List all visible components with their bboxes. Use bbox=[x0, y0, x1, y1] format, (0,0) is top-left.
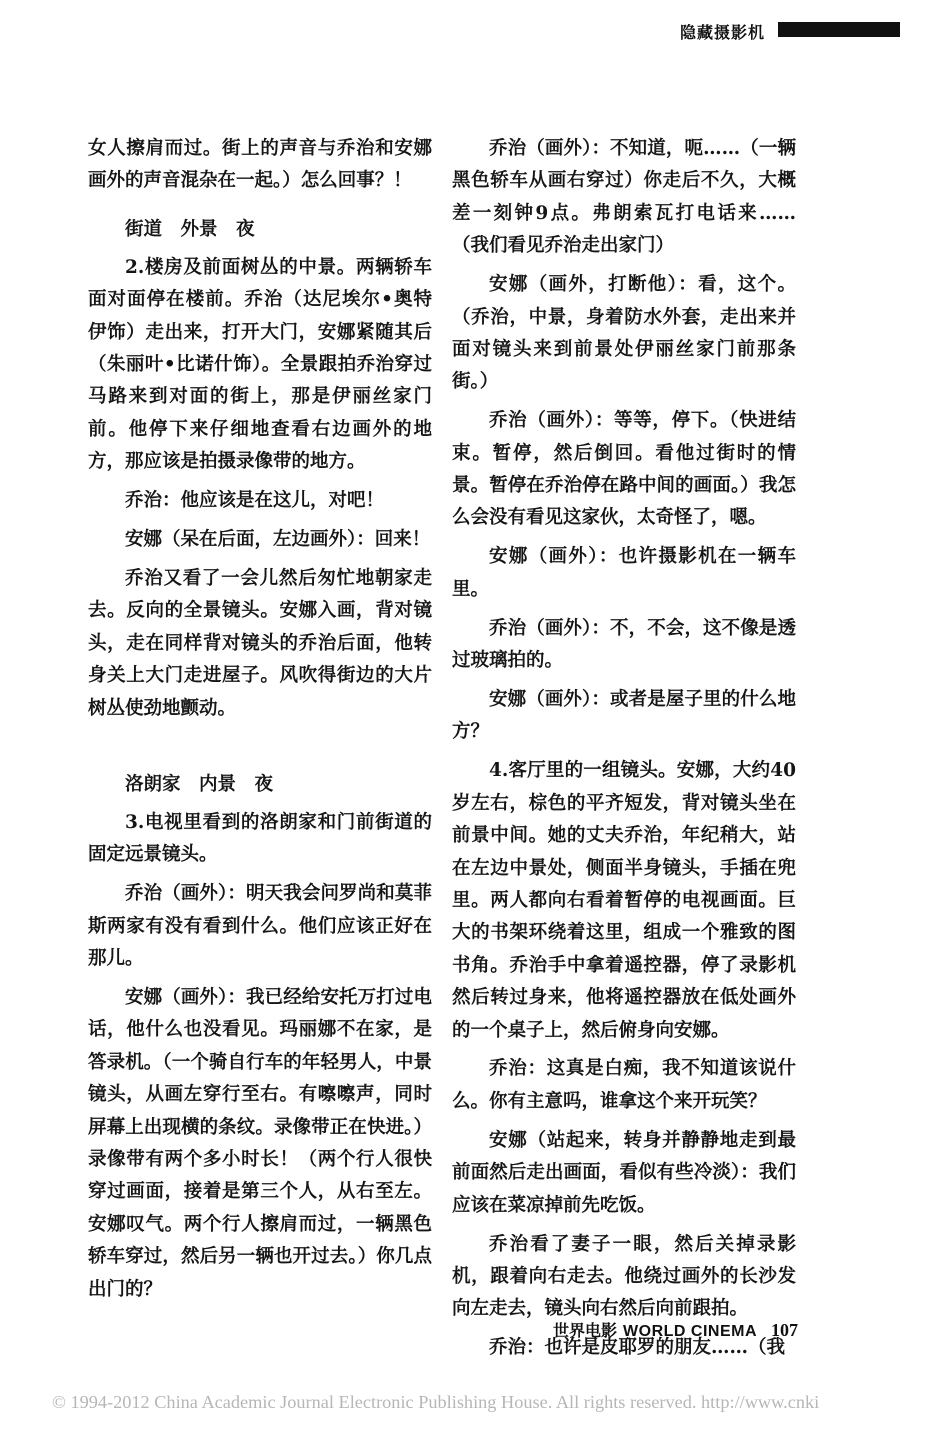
paragraph: 乔治又看了一会儿然后匆忙地朝家走去。反向的全景镜头。安娜入画，背对镜头，走在同样背对镜头的乔治后面，他转身关上大门走进屋子。风吹得街边的大片树丛使劲地颤动。 bbox=[88, 567, 432, 719]
paragraph: 安娜（站起来，转身并静静地走到最前面然后走出画面，看似有些冷淡）：我们应该在菜凉掉前先吃饭。 bbox=[452, 1129, 796, 1216]
paragraph: 安娜（画外）：我已经给安托万打过电话，他什么也没看见。玛丽娜不在家，是答录机。（一个骑自行车的年轻男人，中景镜头，从画左穿行至右。有嚓嚓声，同时屏幕上出现横的条纹。录像带正在快进。）录像带有两个多小时长！（两个行人很快穿过画面，接着是第三个人，从右至左。安娜叹气。两个行人擦肩而过，一辆黑色轿车穿过，然后另一辆也开过去。）你几点出门的？ bbox=[88, 987, 432, 1300]
paragraph: 乔治看了妻子一眼，然后关掉录影机，跟着向右走去。他绕过画外的长沙发向左走去，镜头向右然后向前跟拍。 bbox=[452, 1233, 796, 1320]
paragraph: 乔治（画外）：不，不会，这不像是透过玻璃拍的。 bbox=[452, 617, 796, 672]
page-number: 107 bbox=[771, 1320, 798, 1340]
paragraph: 乔治：他应该是在这儿，对吧！ bbox=[125, 490, 385, 512]
paragraph: 乔治（画外）：明天我会问罗尚和莫菲斯两家有没有看到什么。他们应该正好在那儿。 bbox=[88, 883, 432, 970]
paragraph: 乔治：这真是白痴，我不知道该说什么。你有主意吗，谁拿这个来开玩笑？ bbox=[452, 1058, 796, 1112]
scene-heading: 洛朗家 内景 夜 bbox=[125, 774, 274, 795]
paragraph: 安娜（画外）：或者是屋子里的什么地方？ bbox=[452, 689, 796, 743]
copyright-notice: © 1994-2012 China Academic Journal Electronic Publishing House. All rights reserved. http://www.cnki bbox=[52, 1392, 820, 1412]
page-footer bbox=[553, 1318, 798, 1341]
paragraph: 乔治（画外）：等等，停下。（快进结束。暂停，然后倒回。看他过街时的情景。暂停在乔治停在路中间的画面。）我怎么会没有看见这家伙，太奇怪了，嗯。 bbox=[452, 410, 796, 529]
header-bar bbox=[778, 22, 900, 37]
paragraph: 女人擦肩而过。街上的声音与乔治和安娜画外的声音混杂在一起。）怎么回事？！ bbox=[88, 138, 432, 192]
paragraph: 安娜（画外，打断他）：看，这个。（乔治，中景，身着防水外套，走出来并面对镜头来到前景处伊丽丝家门前那条街。） bbox=[452, 274, 796, 393]
running-title: 隐藏摄影机 bbox=[680, 23, 766, 42]
paragraph: 乔治（画外）：不知道，呃……（一辆黑色轿车从画右穿过）你走后不久，大概差一刻钟9点。弗朗索瓦打电话来……（我们看见乔治走出家门） bbox=[452, 138, 796, 257]
magazine-name-en: WORLD CINEMA bbox=[623, 1323, 757, 1340]
paragraph: 2.楼房及前面树丛的中景。两辆轿车面对面停在楼前。乔治（达尼埃尔•奥特伊饰）走出来，打开大门，安娜紧随其后（朱丽叶•比诺什饰）。全景跟拍乔治穿过马路来到对面的街上，那是伊丽丝家门前。他停下来仔细地查看右边画外的地方，那应该是拍摄录像带的地方。 bbox=[88, 256, 432, 473]
scene-heading: 街道 外景 夜 bbox=[125, 218, 255, 240]
paragraph: 4.客厅里的一组镜头。安娜，大约40岁左右，棕色的平齐短发，背对镜头坐在前景中间。她的丈夫乔治，年纪稍大，站在左边中景处，侧面半身镜头，手插在兜里。两人都向右看着暂停的电视画面。巨大的书架环绕着这里，组成一个雅致的图书角。乔治手中拿着遥控器，停了录影机然后转过身来，他将遥控器放在低处画外的一个桌子上，然后俯身向安娜。 bbox=[452, 760, 796, 1041]
right-column bbox=[452, 133, 796, 1371]
paragraph: 乔治：也许是皮耶罗的朋友……（我 bbox=[489, 1337, 786, 1359]
paragraph: 3.电视里看到的洛朗家和门前街道的固定远景镜头。 bbox=[88, 812, 432, 866]
paragraph: 安娜（画外）：也许摄影机在一辆车里。 bbox=[452, 546, 796, 600]
magazine-name-cn: 世界电影 bbox=[553, 1321, 618, 1340]
paragraph: 安娜（呆在后面，左边画外）：回来！ bbox=[125, 529, 431, 551]
left-column bbox=[88, 133, 432, 1313]
